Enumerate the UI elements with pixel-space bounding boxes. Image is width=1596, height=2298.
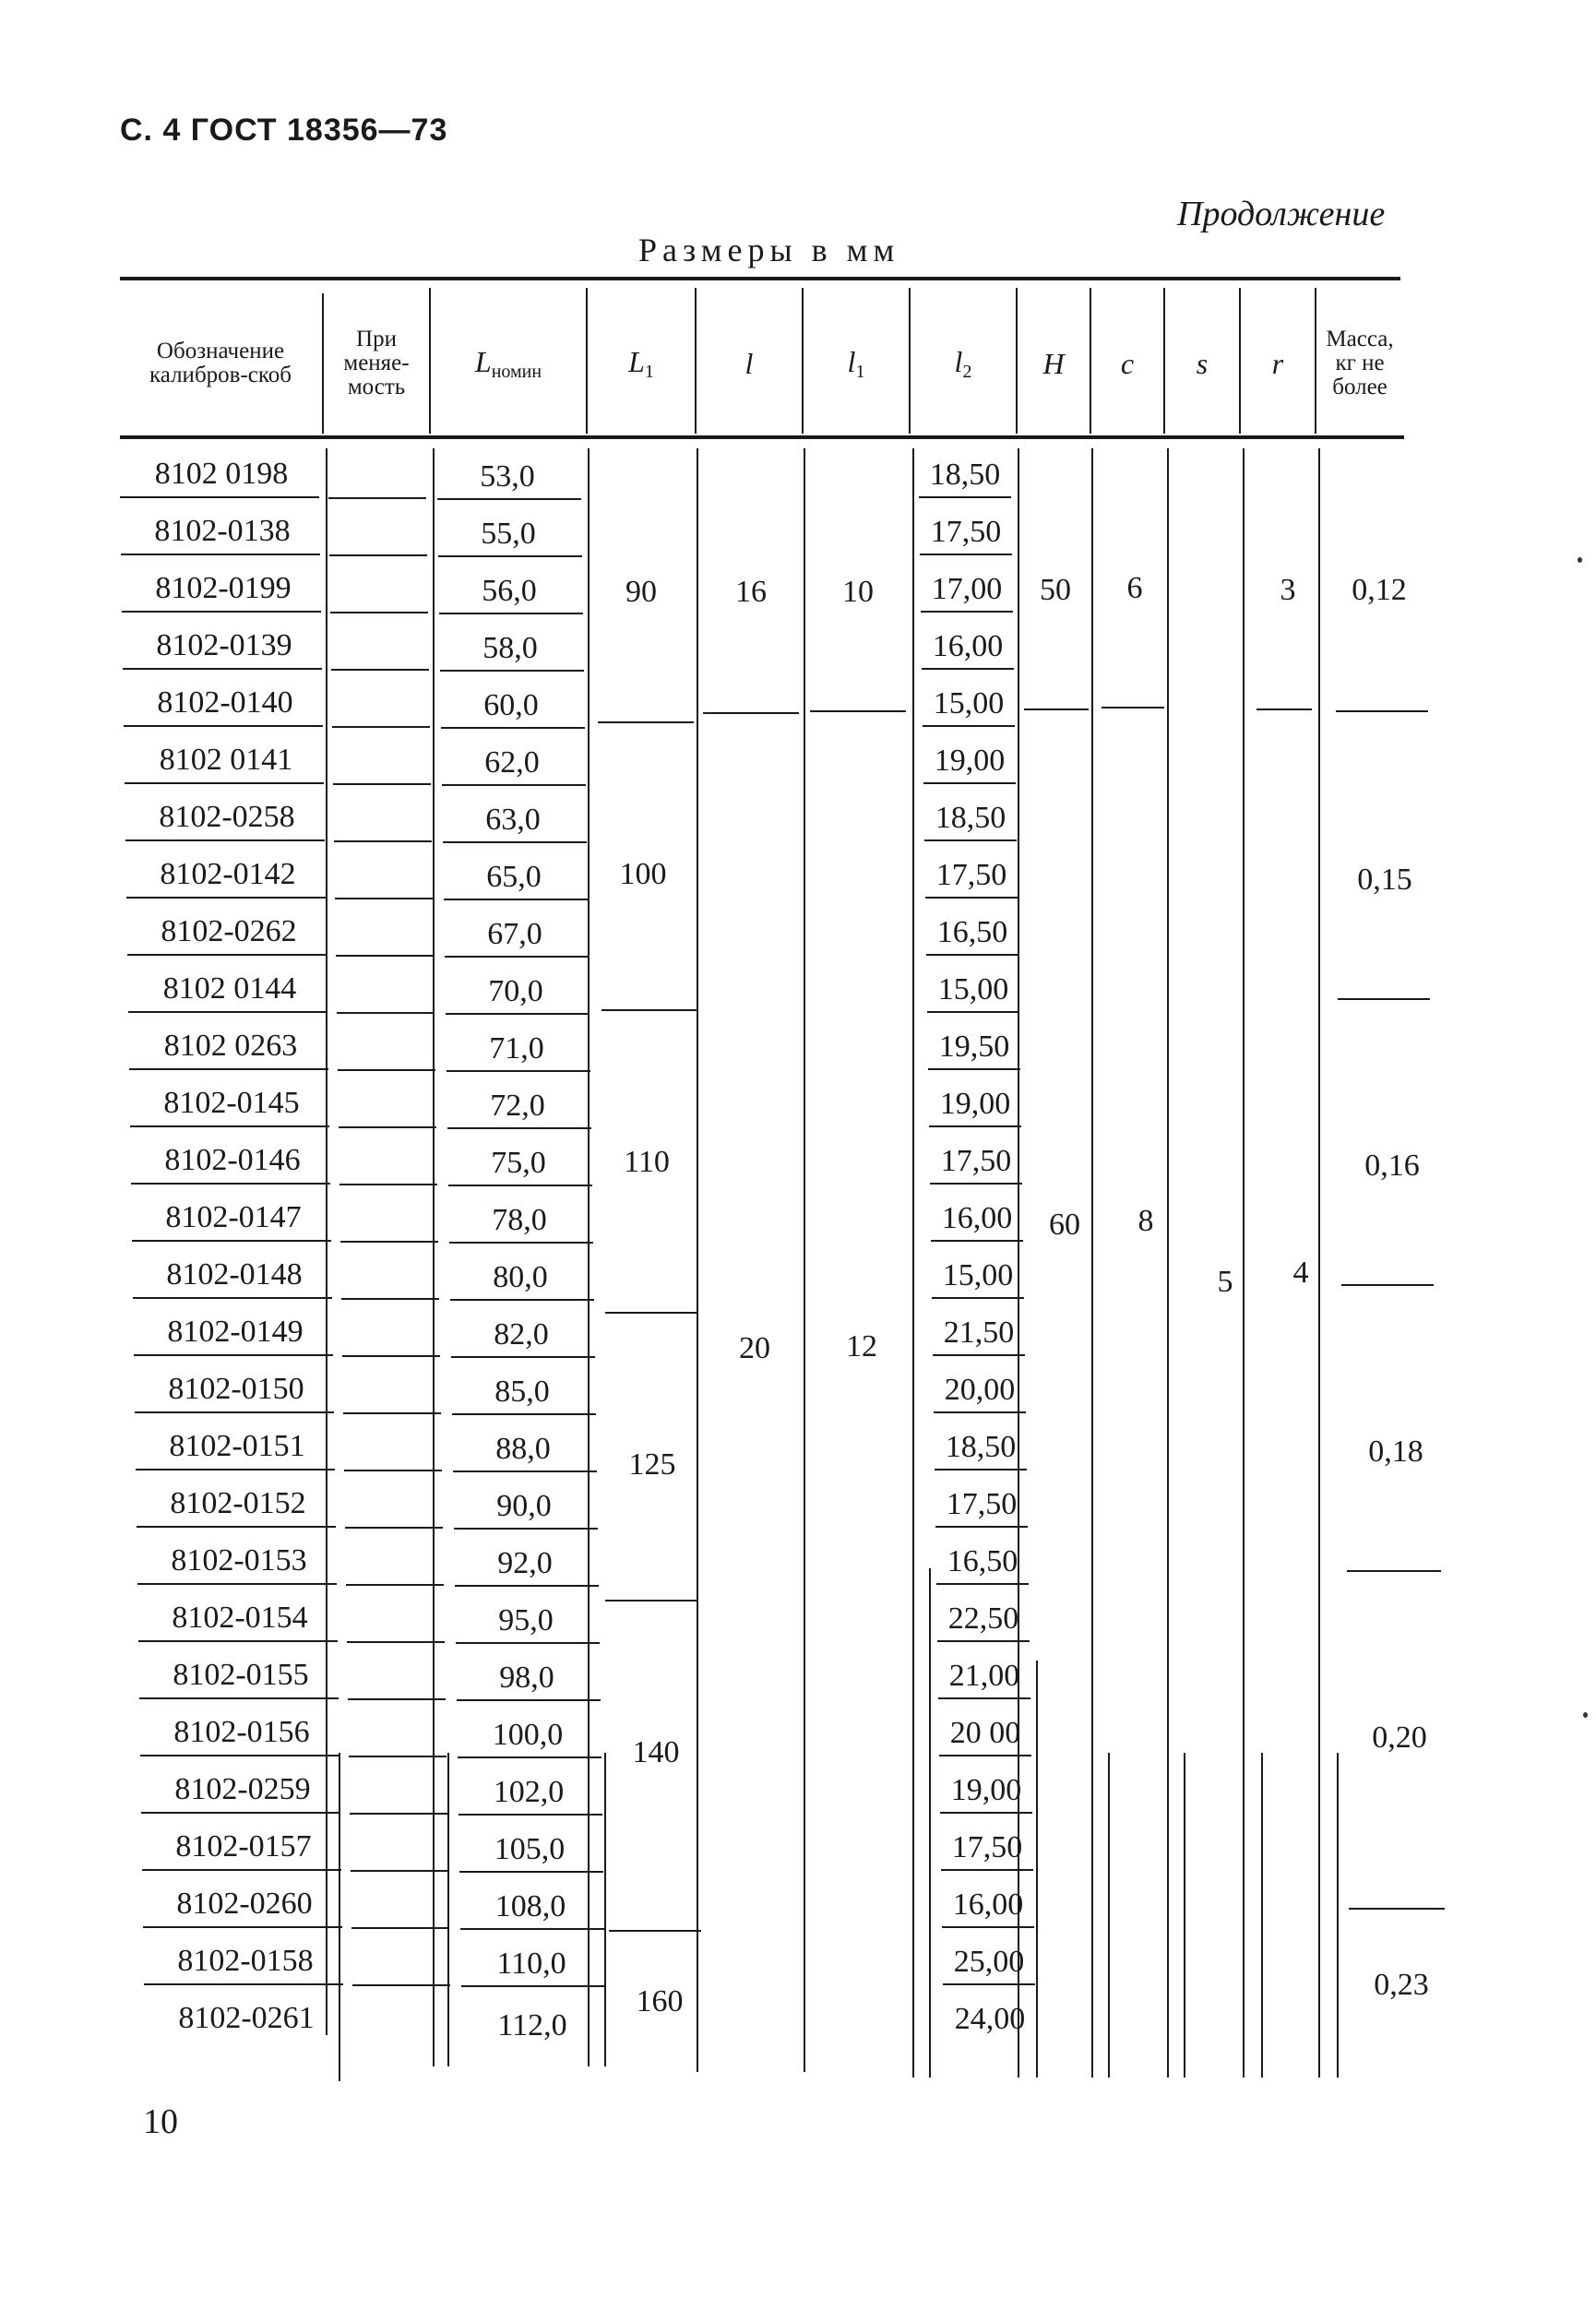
header-c: c [1120, 346, 1135, 380]
row-rule [129, 1068, 328, 1070]
l-nom-cell: 62,0 [484, 745, 540, 780]
row-rule [926, 954, 1018, 956]
header-designation: Обозначение калибров-скоб [149, 339, 292, 387]
group-rule [605, 1312, 697, 1314]
group-rule [1341, 1284, 1434, 1286]
row-rule [924, 839, 1017, 841]
row-rule [122, 611, 321, 613]
designation-cell: 8102-0150 [168, 1372, 304, 1406]
body-divider [1184, 1753, 1185, 2078]
designation-cell: 8102-0261 [178, 2001, 315, 2035]
l-nom-cell: 53,0 [480, 459, 535, 494]
row-rule [928, 1068, 1020, 1070]
row-rule [342, 1355, 440, 1357]
row-rule [923, 725, 1015, 727]
header-bottom-rule [120, 435, 1404, 439]
row-rule [920, 554, 1012, 555]
header-l-nom: $L_{номин}$ [474, 344, 542, 382]
l2-cell: 20,00 [944, 1373, 1016, 1407]
header-divider [802, 288, 804, 434]
designation-cell: 8102-0158 [177, 1944, 314, 1978]
row-rule [340, 1241, 438, 1243]
designation-cell: 8102-0145 [163, 1086, 300, 1120]
designation-cell: 8102-0152 [170, 1486, 306, 1520]
row-rule [938, 1697, 1030, 1699]
group-rule [1347, 1570, 1441, 1572]
body-divider [697, 448, 698, 2072]
group-rule [1338, 998, 1430, 1000]
group-rule [1102, 707, 1164, 708]
group-rule [605, 1600, 697, 1601]
designation-cell: 8102-0157 [175, 1829, 312, 1863]
row-rule [922, 668, 1014, 670]
l2-cell: 15,00 [937, 972, 1009, 1006]
r-group-cell: 3 [1280, 573, 1296, 607]
row-rule [440, 670, 584, 672]
row-rule [121, 554, 320, 555]
designation-cell: 8102-0142 [160, 857, 296, 891]
header-divider [1315, 288, 1316, 434]
row-rule [338, 1069, 435, 1071]
row-rule [137, 1583, 337, 1585]
row-rule [334, 840, 432, 842]
body-divider [1337, 1753, 1339, 2078]
l2-cell: 17,50 [946, 1487, 1018, 1521]
row-rule [130, 1125, 329, 1127]
row-rule [454, 1528, 598, 1530]
row-rule [139, 1697, 339, 1699]
l2-cell: 19,00 [934, 744, 1006, 778]
header-mass: Масса, кг не более [1326, 327, 1394, 399]
body-divider [588, 448, 590, 2066]
body-divider [447, 1753, 449, 2066]
group-rule [601, 1009, 697, 1011]
row-rule [941, 1869, 1033, 1871]
row-rule [133, 1297, 332, 1299]
l-nom-cell: 70,0 [488, 974, 543, 1008]
header-divider [695, 288, 697, 434]
l1-upper-group-cell: 100 [619, 857, 667, 891]
row-rule [123, 668, 322, 670]
l-nom-cell: 102,0 [493, 1775, 565, 1809]
designation-cell: 8102-0259 [174, 1772, 311, 1806]
body-divider [433, 448, 435, 2066]
body-divider [1261, 1753, 1263, 2078]
row-rule [137, 1526, 336, 1528]
group-rule [609, 1930, 701, 1932]
designation-cell: 8102-0151 [169, 1429, 305, 1463]
group-rule [1349, 1908, 1445, 1910]
body-divider [1091, 448, 1093, 2078]
row-rule [343, 1412, 441, 1414]
units-caption: Размеры в мм [638, 232, 900, 268]
row-rule [455, 1585, 599, 1587]
header-l2: $l_2$ [954, 344, 972, 382]
h-group-cell: 60 [1049, 1208, 1080, 1242]
l2-cell: 18,50 [935, 801, 1006, 835]
l-nom-cell: 58,0 [482, 631, 538, 665]
row-rule [925, 897, 1018, 899]
row-rule [932, 1297, 1024, 1299]
page-number: 10 [143, 2102, 178, 2141]
row-rule [936, 1583, 1029, 1585]
l2-cell: 16,50 [947, 1544, 1018, 1578]
row-rule [134, 1354, 333, 1356]
row-rule [940, 1812, 1032, 1814]
row-rule [439, 613, 583, 614]
header-divider [1090, 288, 1091, 434]
row-rule [127, 954, 327, 956]
mass-group-cell: 0,12 [1352, 573, 1407, 607]
row-rule [331, 669, 429, 671]
designation-cell: 8102-0140 [157, 685, 293, 720]
l-nom-cell: 92,0 [497, 1546, 553, 1580]
l2-cell: 15,00 [942, 1258, 1014, 1292]
l2-cell: 19,00 [939, 1087, 1011, 1121]
row-rule [142, 1869, 341, 1871]
row-rule [333, 783, 431, 785]
row-rule [132, 1240, 331, 1242]
row-rule [352, 1984, 450, 1986]
body-divider [804, 448, 805, 2072]
mass-group-cell: 0,15 [1357, 863, 1412, 897]
table-top-rule [120, 277, 1400, 280]
row-rule [929, 1125, 1021, 1127]
row-rule [445, 956, 589, 958]
designation-cell: 8102 0198 [154, 457, 289, 491]
row-rule [923, 782, 1016, 784]
row-rule [135, 1411, 334, 1413]
row-rule [933, 1354, 1025, 1356]
row-rule [451, 1356, 595, 1358]
l-nom-cell: 100,0 [492, 1718, 564, 1752]
l1-group-cell: 10 [842, 575, 874, 609]
designation-cell: 8102-0258 [159, 800, 295, 834]
designation-cell: 8102-0138 [154, 514, 291, 548]
row-rule [456, 1642, 600, 1644]
row-rule [919, 496, 1011, 498]
header-divider [1239, 288, 1241, 434]
mass-group-cell: 0,18 [1368, 1435, 1423, 1469]
l2-cell: 18,50 [945, 1430, 1017, 1464]
l2-cell: 17,50 [951, 1830, 1023, 1864]
designation-cell: 8102-0156 [173, 1715, 310, 1749]
s-group-cell: 5 [1217, 1265, 1233, 1299]
row-rule [450, 1299, 594, 1301]
scan-speck [1578, 557, 1582, 563]
l-nom-cell: 60,0 [483, 688, 539, 722]
row-rule [349, 1756, 447, 1757]
l2-cell: 20 00 [949, 1716, 1021, 1750]
row-rule [341, 1298, 439, 1300]
row-rule [140, 1755, 339, 1756]
l1-upper-group-cell: 110 [624, 1145, 670, 1179]
designation-cell: 8102-0153 [171, 1543, 307, 1578]
body-divider [1108, 1753, 1110, 2078]
row-rule [935, 1469, 1027, 1470]
header-r: r [1271, 346, 1284, 380]
row-rule [348, 1698, 446, 1700]
l-nom-cell: 88,0 [495, 1432, 551, 1466]
l-nom-cell: 95,0 [498, 1603, 554, 1637]
l-nom-cell: 112,0 [497, 2008, 567, 2042]
row-rule [921, 611, 1013, 613]
row-rule [448, 1185, 592, 1186]
row-rule [447, 1070, 590, 1072]
row-rule [927, 1011, 1019, 1013]
l-nom-cell: 55,0 [481, 517, 536, 551]
row-rule [332, 726, 430, 728]
header-l1-upper: $L_1$ [628, 344, 654, 382]
group-rule [598, 721, 694, 723]
row-rule [131, 1183, 330, 1185]
row-rule [943, 1983, 1035, 1985]
row-rule [143, 1926, 342, 1928]
l2-cell: 16,50 [936, 915, 1008, 949]
l2-cell: 19,50 [938, 1030, 1010, 1064]
row-rule [128, 1011, 328, 1013]
designation-cell: 8102 0144 [162, 971, 297, 1006]
r-group-cell: 4 [1292, 1256, 1309, 1290]
row-rule [458, 1756, 601, 1758]
row-rule [449, 1242, 593, 1244]
l-nom-cell: 90,0 [496, 1489, 552, 1523]
row-rule [336, 955, 434, 957]
l2-cell: 18,50 [929, 458, 1001, 492]
row-rule [328, 497, 426, 499]
row-rule [438, 555, 582, 557]
row-rule [460, 1928, 604, 1930]
row-rule [934, 1411, 1026, 1413]
row-rule [437, 498, 581, 500]
row-rule [457, 1699, 601, 1701]
l2-cell: 25,00 [953, 1945, 1025, 1979]
row-rule [350, 1813, 447, 1815]
scan-speck [1583, 1712, 1588, 1718]
row-rule [125, 782, 324, 784]
body-divider [604, 1753, 606, 2066]
row-rule [335, 898, 433, 899]
row-rule [442, 784, 586, 786]
group-rule [1257, 708, 1312, 710]
row-rule [447, 1127, 591, 1129]
body-divider [912, 448, 914, 2078]
header-divider [429, 288, 431, 434]
l-nom-cell: 78,0 [492, 1203, 547, 1237]
l2-cell: 17,00 [931, 572, 1003, 606]
l1-upper-group-cell: 125 [628, 1447, 676, 1482]
row-rule [344, 1470, 442, 1471]
row-rule [141, 1812, 340, 1814]
row-rule [939, 1755, 1031, 1756]
c-group-cell: 6 [1126, 571, 1143, 605]
header-divider [1163, 288, 1165, 434]
row-rule [138, 1640, 338, 1642]
header-l: l [744, 346, 754, 380]
l-nom-cell: 67,0 [487, 917, 542, 951]
row-rule [351, 1870, 448, 1872]
designation-cell: 8102-0260 [176, 1887, 313, 1921]
row-rule [935, 1526, 1028, 1528]
body-divider [1036, 1661, 1038, 2078]
l2-cell: 16,00 [932, 629, 1004, 663]
l-group-cell: 20 [739, 1331, 770, 1365]
row-rule [443, 841, 587, 843]
group-rule [1336, 710, 1428, 712]
row-rule [136, 1469, 335, 1470]
row-rule [351, 1927, 449, 1929]
header-h: H [1042, 346, 1065, 380]
l1-upper-group-cell: 90 [625, 575, 657, 609]
mass-group-cell: 0,16 [1364, 1149, 1420, 1183]
row-rule [337, 1012, 435, 1014]
header-divider [909, 288, 911, 434]
row-rule [345, 1527, 443, 1529]
group-rule [703, 712, 799, 714]
l-nom-cell: 71,0 [489, 1031, 544, 1066]
designation-cell: 8102-0148 [166, 1257, 303, 1292]
header-s: s [1196, 346, 1209, 380]
header-applicability: При меняе- мость [343, 327, 410, 399]
l-nom-cell: 98,0 [499, 1661, 554, 1695]
l2-cell: 15,00 [933, 686, 1005, 720]
l2-cell: 16,00 [941, 1201, 1013, 1235]
l2-cell: 19,00 [950, 1773, 1022, 1807]
l1-upper-group-cell: 160 [636, 1984, 684, 2018]
row-rule [346, 1584, 444, 1586]
l1-group-cell: 12 [846, 1329, 877, 1363]
designation-cell: 8102 0141 [159, 743, 293, 777]
l-nom-cell: 108,0 [494, 1889, 566, 1923]
body-divider [339, 1753, 340, 2081]
row-rule [124, 725, 323, 727]
row-rule [329, 554, 427, 556]
row-rule [461, 1985, 605, 1987]
body-divider [929, 1568, 931, 2078]
row-rule [444, 899, 588, 900]
l-nom-cell: 85,0 [494, 1375, 550, 1409]
l-group-cell: 16 [735, 575, 767, 609]
l2-cell: 17,50 [930, 515, 1002, 549]
h-group-cell: 50 [1040, 573, 1071, 607]
body-divider [1243, 448, 1245, 2078]
designation-cell: 8102-0155 [173, 1658, 309, 1692]
designation-cell: 8102-0149 [167, 1315, 304, 1349]
designation-cell: 8102-0199 [155, 571, 292, 605]
l-nom-cell: 63,0 [485, 803, 541, 837]
l1-upper-group-cell: 140 [632, 1735, 680, 1769]
row-rule [339, 1126, 436, 1128]
designation-cell: 8102-0139 [156, 628, 292, 662]
header-divider [1016, 288, 1018, 434]
l-nom-cell: 72,0 [490, 1089, 545, 1123]
l2-cell: 21,50 [943, 1316, 1015, 1350]
page-header: С. 4 ГОСТ 18356—73 [120, 113, 448, 148]
l2-cell: 22,50 [947, 1601, 1019, 1636]
row-rule [446, 1013, 590, 1015]
l-nom-cell: 110,0 [496, 1947, 566, 1981]
header-divider [586, 288, 588, 434]
row-rule [347, 1641, 445, 1643]
row-rule [126, 897, 326, 899]
l2-cell: 17,50 [935, 858, 1007, 892]
group-rule [810, 710, 906, 712]
row-rule [144, 1983, 343, 1985]
l-nom-cell: 80,0 [493, 1260, 548, 1294]
row-rule [453, 1470, 597, 1472]
l2-cell: 17,50 [940, 1144, 1012, 1178]
l-nom-cell: 75,0 [491, 1146, 546, 1180]
row-rule [459, 1871, 603, 1873]
mass-group-cell: 0,23 [1374, 1968, 1429, 2002]
l2-cell: 21,00 [948, 1659, 1020, 1693]
row-rule [339, 1184, 437, 1185]
row-rule [937, 1640, 1030, 1642]
row-rule [942, 1926, 1034, 1928]
row-rule [120, 496, 319, 498]
group-rule [1024, 708, 1089, 710]
l-nom-cell: 65,0 [486, 860, 542, 894]
designation-cell: 8102-0147 [165, 1200, 302, 1234]
row-rule [330, 612, 428, 613]
designation-cell: 8102 0263 [163, 1029, 298, 1063]
designation-cell: 8102-0146 [164, 1143, 301, 1177]
row-rule [930, 1183, 1022, 1185]
continuation-label: Продолжение [1177, 195, 1386, 233]
l-nom-cell: 105,0 [494, 1832, 566, 1866]
l2-cell: 16,00 [952, 1887, 1024, 1922]
mass-group-cell: 0,20 [1372, 1721, 1427, 1755]
body-divider [1167, 448, 1169, 2078]
designation-cell: 8102-0262 [161, 914, 297, 948]
l-nom-cell: 56,0 [482, 574, 537, 608]
c-group-cell: 8 [1137, 1204, 1154, 1238]
designation-cell: 8102-0154 [172, 1601, 308, 1635]
row-rule [931, 1240, 1023, 1242]
row-rule [441, 727, 585, 729]
l-nom-cell: 82,0 [494, 1317, 549, 1351]
row-rule [459, 1814, 602, 1816]
l2-cell: 24,00 [954, 2002, 1026, 2036]
row-rule [452, 1413, 596, 1415]
header-divider [322, 293, 324, 434]
header-l1: $l_1$ [847, 344, 865, 382]
row-rule [125, 839, 325, 841]
